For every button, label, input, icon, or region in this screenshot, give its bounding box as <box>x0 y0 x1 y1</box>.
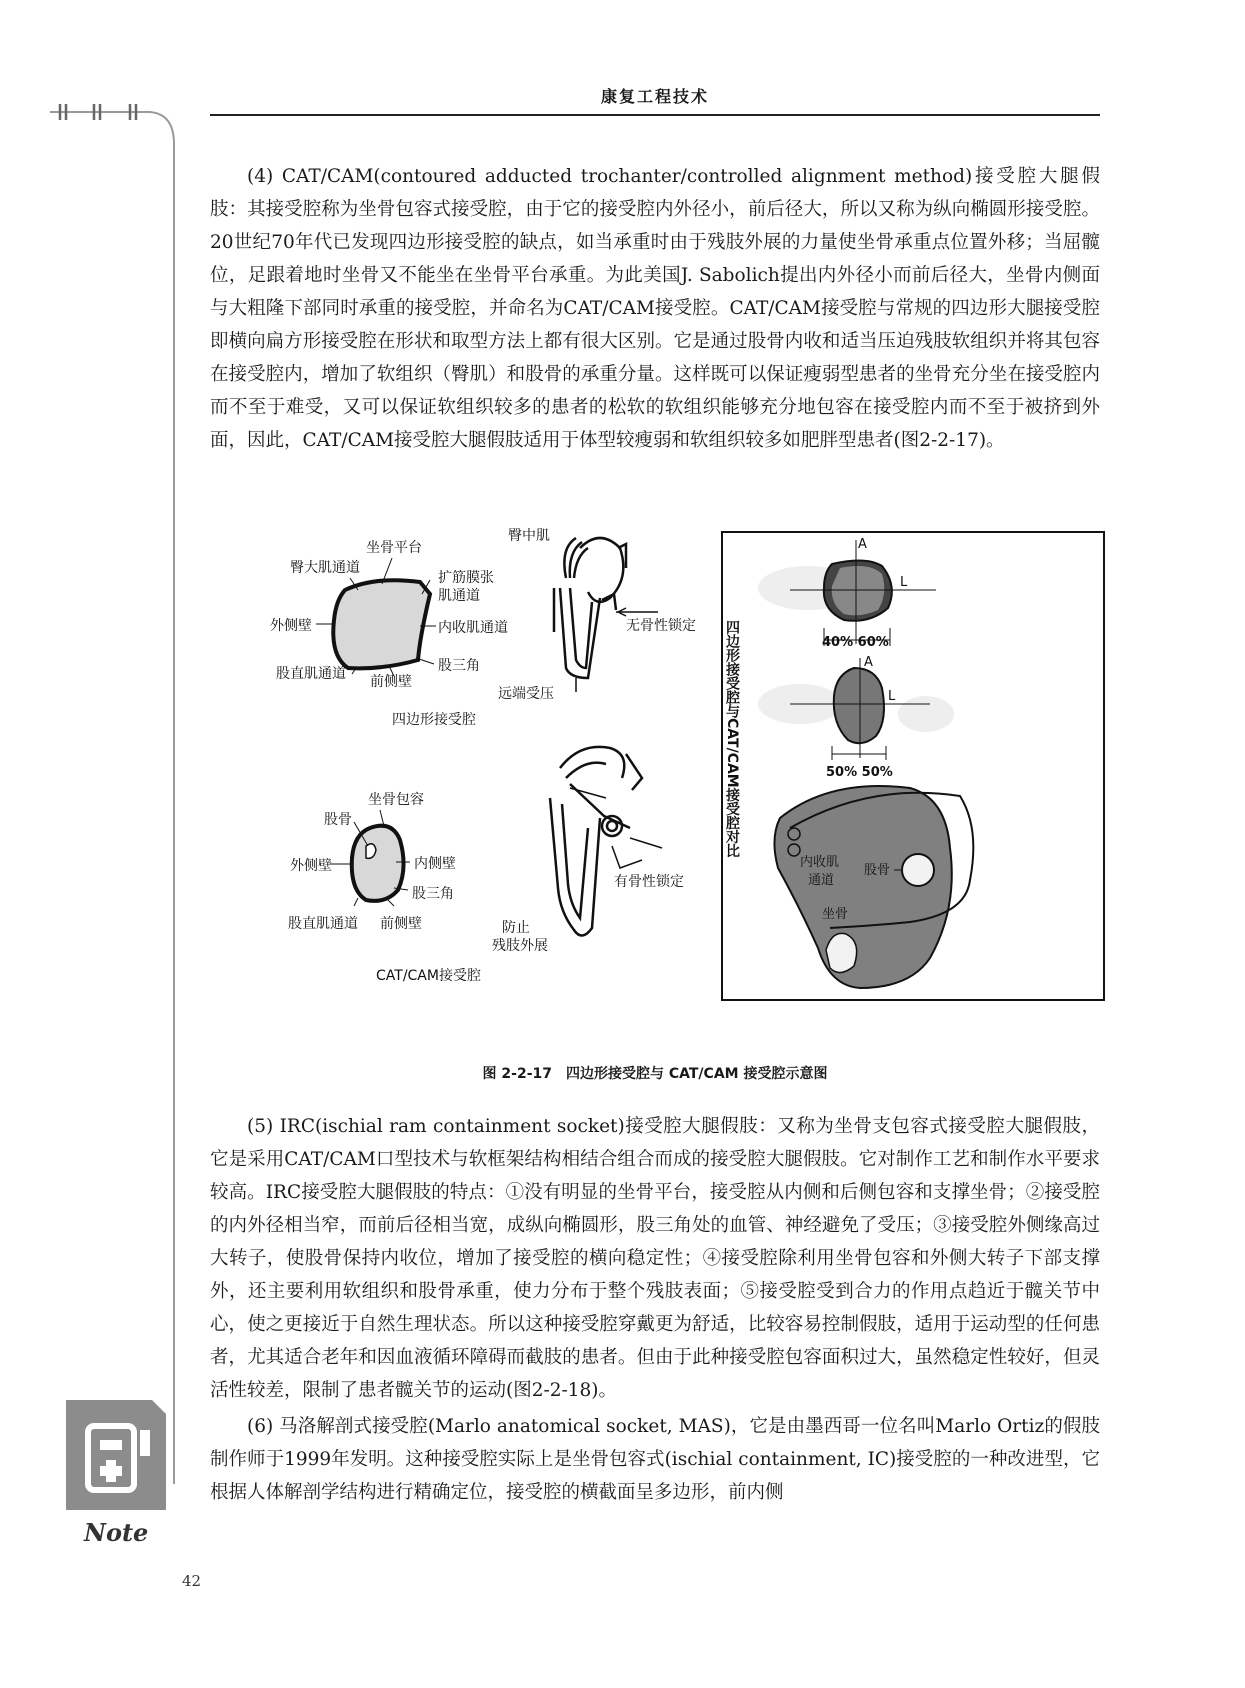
label-ischial-containment: 坐骨包容 <box>368 792 424 808</box>
quad-side-view <box>554 538 658 692</box>
ratio-40-60: 40% 60% <box>822 635 889 650</box>
comparison-vertical-title: 四边形接受腔与CAT/CAM接受腔对比 <box>724 620 740 858</box>
paragraph-mas: (6) 马洛解剖式接受腔(Marlo anatomical socket, MAS)，它是由墨西哥一位名叫Marlo Ortiz的假肢制作师于1999年发明。这种接受腔实际上是坐骨包容式(ischial containment, IC)接受腔的一种改进型，它根据人体解剖学结构进行精确定位，接受腔的横截面呈多边形，前内侧 <box>210 1416 1100 1503</box>
figure-2-2-17 <box>270 528 1110 1028</box>
header-rule <box>210 114 1100 116</box>
ratio-50-50: 50% 50% <box>826 765 893 780</box>
label-gluteus-max-channel: 臀大肌通道 <box>290 560 360 576</box>
cat-side-view <box>550 747 662 936</box>
label-anterior-wall: 前侧壁 <box>370 674 412 690</box>
figure-caption: 图 2-2-17 四边形接受腔与 CAT/CAM 接受腔示意图 <box>482 1066 828 1082</box>
note-badge-icon <box>66 1400 166 1510</box>
label-prevent: 防止 <box>502 920 530 936</box>
paragraph-irc: (5) IRC(ischial ram containment socket)接受腔大腿假肢：又称为坐骨支包容式接受腔大腿假肢，它是采用CAT/CAM口型技术与软框架结构相结合组合而成的接受腔大腿假肢。它对制作工艺和制作水平要求较高。IRC接受腔大腿假肢的特点：①没有明显的坐骨平台，接受腔从内侧和后侧包容和支撑坐骨；②接受腔的内外径相当窄，而前后径相当宽，成纵向椭圆形，股三角处的血管、神经避免了受压；③接受腔外侧缘高过大转子，使股骨保持内收位，增加了接受腔的横向稳定性；④接受腔除利用坐骨包容和外侧大转子下部支撑外，还主要利用软组织和股骨承重，使力分布于整个残肢表面；⑤接受腔受到合力的作用点趋近于髋关节中心，使之更接近于自然生理状态。所以这种接受腔穿戴更为舒适，比较容易控制假肢，适用于运动型的任何患者，尤其适合老年和因血液循环障碍而截肢的患者。但由于此种接受腔包容面积过大，虽然稳定性较好，但灵活性较差，限制了患者髋关节的运动(图2-2-18)。 <box>210 1116 1100 1401</box>
label-medial-wall: 内侧壁 <box>414 856 456 872</box>
label-femoral-triangle: 股三角 <box>438 658 480 674</box>
label-tensor-channel-2: 肌通道 <box>438 588 480 604</box>
label-compare-adductor: 内收肌 <box>800 855 840 870</box>
label-cat-rectus-channel: 股直肌通道 <box>288 916 358 932</box>
label-tensor-channel: 扩筋膜张 <box>438 570 494 586</box>
page-number: 42 <box>182 1572 202 1590</box>
paragraph-cat-cam: (4) CAT/CAM(contoured adducted trochanter/controlled alignment method)接受腔大腿假肢：其接受腔称为坐骨包容式接受腔，由于它的接受腔内外径小，前后径大，所以又称为纵向椭圆形接受腔。20世纪70年代已发现四边形接受腔的缺点，如当承重时由于残肢外展的力量使坐骨承重点位置外移；当屈髋位，足跟着地时坐骨又不能坐在坐骨平台承重。为此美国J. Sabolich提出内外径小而前后径大，坐骨内侧面与大粗隆下部同时承重的接受腔，并命名为CAT/CAM接受腔。CAT/CAM接受腔与常规的四边形大腿接受腔即横向扁方形接受腔在形状和取型方法上都有很大区别。它是通过股骨内收和适当压迫残肢软组织并将其包容在接受腔内，增加了软组织（臀肌）和股骨的承重分量。这样既可以保证瘦弱型患者的坐骨充分坐在接受腔内而不至于难受，又可以保证软组织较多的患者的松软的软组织能够充分地包容在接受腔内而不至于被挤到外面，因此，CAT/CAM接受腔大腿假肢适用于体型较瘦弱和软组织较多如肥胖型患者(图2-2-17)。 <box>210 166 1100 451</box>
axis-a-top: A <box>858 537 867 552</box>
label-cat-anterior-wall: 前侧壁 <box>380 916 422 932</box>
label-prevent-abduction: 残肢外展 <box>492 938 548 954</box>
label-compare-femur: 股骨 <box>864 863 891 878</box>
quad-cross-section <box>270 539 508 728</box>
label-bone-lock: 有骨性锁定 <box>614 874 684 890</box>
comparison-panel <box>722 532 1104 1000</box>
running-header-title: 康复工程技术 <box>600 87 709 106</box>
label-no-bone-lock: 无骨性锁定 <box>626 618 696 634</box>
cat-cross-section <box>288 791 481 984</box>
label-cat-lateral-wall: 外侧壁 <box>290 858 332 874</box>
cat-socket-title: CAT/CAM接受腔 <box>376 968 481 984</box>
margin-decoration <box>50 104 190 1484</box>
axis-l-mid: L <box>888 689 896 704</box>
label-femur: 股骨 <box>324 812 352 828</box>
label-ischial-platform: 坐骨平台 <box>366 540 422 556</box>
label-lateral-wall: 外侧壁 <box>270 618 312 634</box>
label-distal-pressure: 远端受压 <box>498 686 554 702</box>
label-rectus-channel: 股直肌通道 <box>276 666 346 682</box>
quad-socket-title: 四边形接受腔 <box>392 712 476 728</box>
label-compare-ischium: 坐骨 <box>822 907 849 922</box>
label-compare-adductor-2: 通道 <box>808 873 835 888</box>
axis-a-mid: A <box>864 655 873 670</box>
axis-l-top: L <box>900 575 908 590</box>
label-cat-femoral-triangle: 股三角 <box>412 886 454 902</box>
note-label: Note <box>84 1518 149 1547</box>
label-adductor-channel: 内收肌通道 <box>438 620 508 636</box>
label-gluteus-medius: 臀中肌 <box>508 528 550 544</box>
